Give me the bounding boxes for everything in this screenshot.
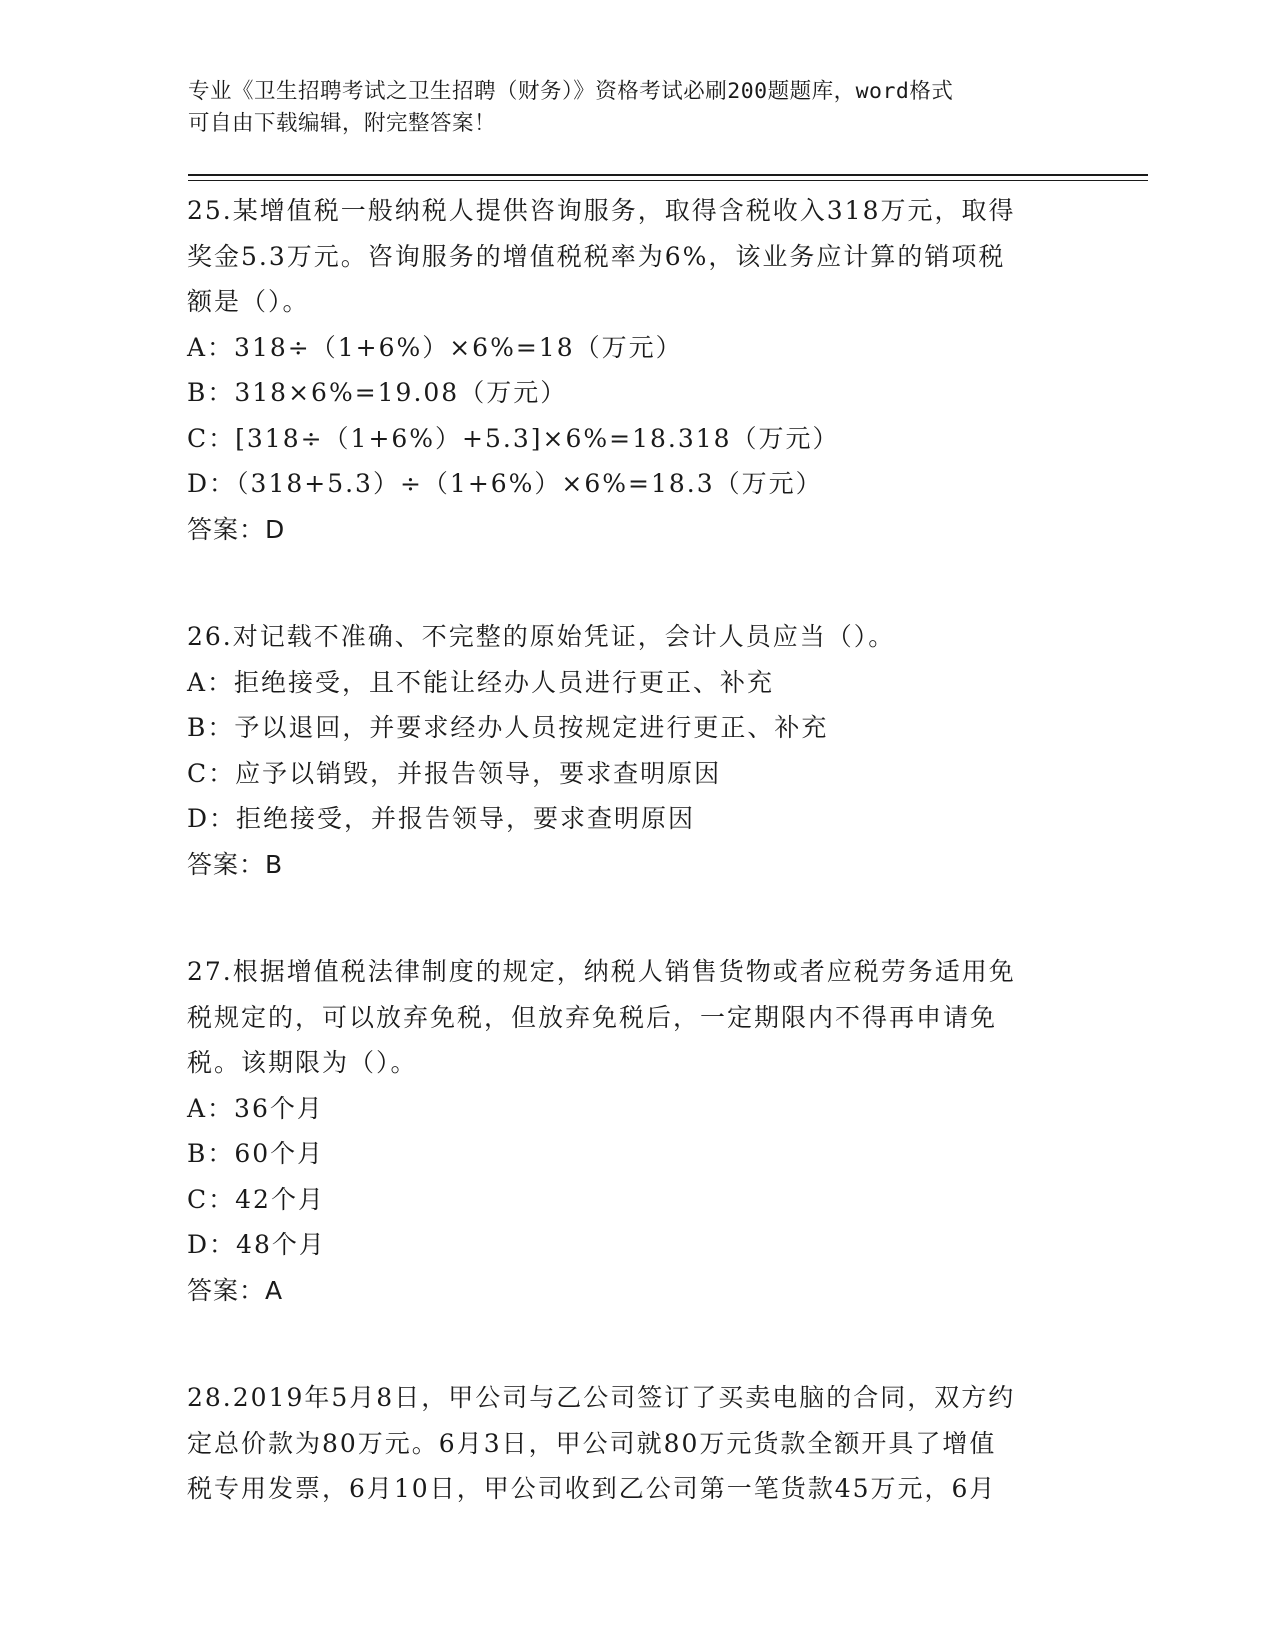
- question-stem-line: 奖金5.3万元。咨询服务的增值税税率为6%，该业务应计算的销项税: [187, 241, 1006, 271]
- option-d: D：（318+5.3）÷（1+6%）×6%=18.3（万元）: [187, 469, 823, 498]
- document-header: [188, 76, 1088, 140]
- question-block: [187, 949, 1087, 1313]
- header-line-1: 专业《卫生招聘考试之卫生招聘（财务）》资格考试必刷200题题库，word格式: [188, 79, 954, 104]
- question-stem-line: 额是（）。: [187, 287, 310, 316]
- option-a: A：318÷（1+6%）×6%=18（万元）: [187, 332, 683, 362]
- question-block: [187, 188, 1087, 552]
- option-b: B：60个月: [187, 1139, 325, 1168]
- option-a: A：36个月: [187, 1093, 324, 1123]
- question-spacer: [187, 887, 1087, 949]
- option-b: B：予以退回，并要求经办人员按规定进行更正、补充: [187, 713, 829, 742]
- question-stem-line: 税专用发票，6月10日，甲公司收到乙公司第一笔货款45万元，6月: [187, 1474, 997, 1503]
- question-stem-line: 25.某增值税一般纳税人提供咨询服务，取得含税收入318万元，取得: [187, 196, 1016, 225]
- answer-line: 答案：B: [187, 849, 284, 879]
- answer-line: 答案：A: [187, 1275, 284, 1305]
- option-d: D：拒绝接受，并报告领导，要求查明原因: [187, 804, 696, 833]
- question-block: [187, 614, 1087, 887]
- question-block: [187, 1375, 1087, 1512]
- option-a: A：拒绝接受，且不能让经办人员进行更正、补充: [187, 667, 775, 697]
- option-d: D：48个月: [187, 1230, 326, 1259]
- question-stem-line: 定总价款为80万元。6月3日，甲公司就80万元货款全额开具了增值: [187, 1428, 997, 1458]
- answer-line: 答案：D: [187, 514, 286, 544]
- option-c: C：42个月: [187, 1184, 325, 1214]
- option-c: C：[318÷（1+6%）+5.3]×6%=18.318（万元）: [187, 423, 840, 453]
- question-spacer: [187, 552, 1087, 614]
- question-stem-line: 26.对记载不准确、不完整的原始凭证，会计人员应当（）。: [187, 622, 896, 651]
- option-c: C：应予以销毁，并报告领导，要求查明原因: [187, 758, 722, 788]
- header-divider-thin: [188, 180, 1148, 181]
- question-stem-line: 税。该期限为（）。: [187, 1048, 418, 1077]
- question-stem-line: 28.2019年5月8日，甲公司与乙公司签订了买卖电脑的合同，双方约: [187, 1383, 1016, 1412]
- question-list: [187, 188, 1087, 1512]
- header-divider-thick: [188, 174, 1148, 176]
- option-b: B：318×6%=19.08（万元）: [187, 378, 568, 407]
- question-stem-line: 27.根据增值税法律制度的规定，纳税人销售货物或者应税劳务适用免: [187, 957, 1016, 986]
- header-line-2: 可自由下载编辑，附完整答案！: [188, 111, 497, 136]
- question-spacer: [187, 1313, 1087, 1375]
- question-stem-line: 税规定的，可以放弃免税，但放弃免税后，一定期限内不得再申请免: [187, 1002, 998, 1032]
